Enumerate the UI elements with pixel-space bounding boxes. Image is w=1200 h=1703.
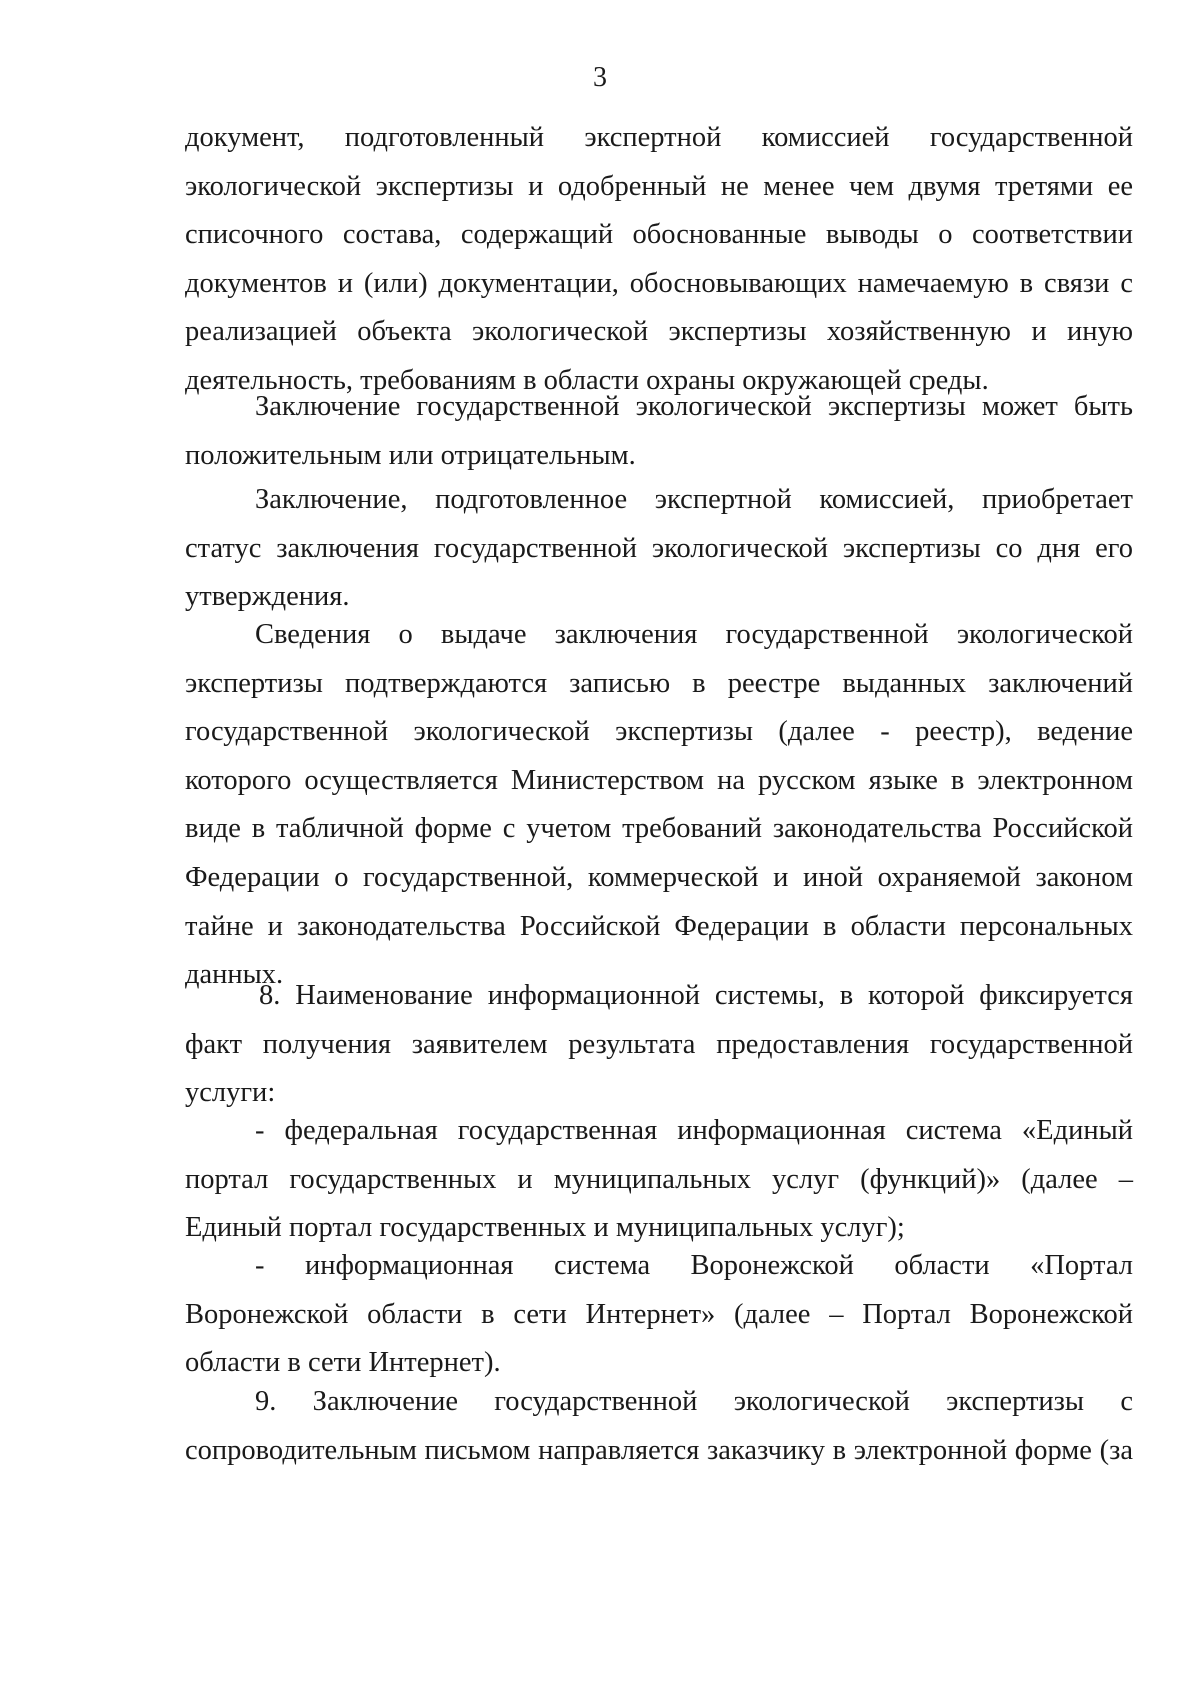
text-line: Единый портал государственных и муниципальных услуг); <box>185 1212 905 1244</box>
text-line: Заключение государственной экологической экспертизы может быть <box>255 391 1133 422</box>
text-line: данных. <box>185 959 284 991</box>
page-number: 3 <box>593 62 607 93</box>
text-line: услуги: <box>185 1077 276 1109</box>
text-line: Воронежской области в сети Интернет» (далее – Портал Воронежской <box>185 1298 1133 1330</box>
text-line: государственной экологической экспертизы (далее - реестр), ведение <box>185 716 1133 748</box>
text-line: 9. Заключение государственной экологической экспертизы с <box>255 1386 1133 1417</box>
paragraph-conclusion-definition <box>185 114 1133 406</box>
text-line: сопроводительным письмом направляется заказчику в электронной форме (за <box>185 1434 1133 1466</box>
paragraph-item-8 <box>185 972 1133 1118</box>
paragraph-registry <box>185 611 1133 1000</box>
text-line: - информационная система Воронежской области «Портал <box>255 1250 1133 1281</box>
text-line: Сведения о выдаче заключения государственной экологической <box>255 619 1133 650</box>
text-line: экспертизы подтверждаются записью в реестре выданных заключений <box>185 667 1133 699</box>
paragraph-voronezh-portal <box>185 1242 1133 1388</box>
text-line: реализацией объекта экологической экспертизы хозяйственную и иную <box>185 316 1133 348</box>
text-line: портал государственных и муниципальных услуг (функций)» (далее – <box>185 1163 1133 1195</box>
text-line: экологической экспертизы и одобренный не менее чем двумя третями ее <box>185 170 1133 202</box>
paragraph-status-acquired <box>185 476 1133 622</box>
text-line: списочного состава, содержащий обоснованные выводы о соответствии <box>185 219 1133 251</box>
text-line: факт получения заявителем результата предоставления государственной <box>185 1028 1133 1060</box>
text-line: Заключение, подготовленное экспертной комиссией, приобретает <box>255 484 1133 515</box>
text-line: документов и (или) документации, обосновывающих намечаемую в связи с <box>185 267 1133 299</box>
text-line: утверждения. <box>185 581 350 613</box>
paragraph-item-9 <box>185 1378 1133 1475</box>
text-line: Федерации о государственной, коммерческой и иной охраняемой законом <box>185 861 1133 893</box>
text-line: - федеральная государственная информационная система «Единый <box>255 1115 1133 1146</box>
text-line: документ, подготовленный экспертной комиссией государственной <box>185 122 1133 153</box>
text-line: которого осуществляется Министерством на русском языке в электронном <box>185 764 1133 796</box>
text-line: статус заключения государственной экологической экспертизы со дня его <box>185 532 1133 564</box>
text-line: виде в табличной форме с учетом требований законодательства Российской <box>185 813 1133 845</box>
paragraph-federal-portal <box>185 1107 1133 1253</box>
text-line: области в сети Интернет). <box>185 1347 501 1379</box>
paragraph-positive-negative <box>185 383 1133 480</box>
text-line: деятельность, требованиям в области охраны окружающей среды. <box>185 364 989 396</box>
text-line: тайне и законодательства Российской Федерации в области персональных <box>185 910 1133 942</box>
text-line: положительным или отрицательным. <box>185 439 636 471</box>
text-line: 8. Наименование информационной системы, в которой фиксируется <box>259 980 1133 1011</box>
